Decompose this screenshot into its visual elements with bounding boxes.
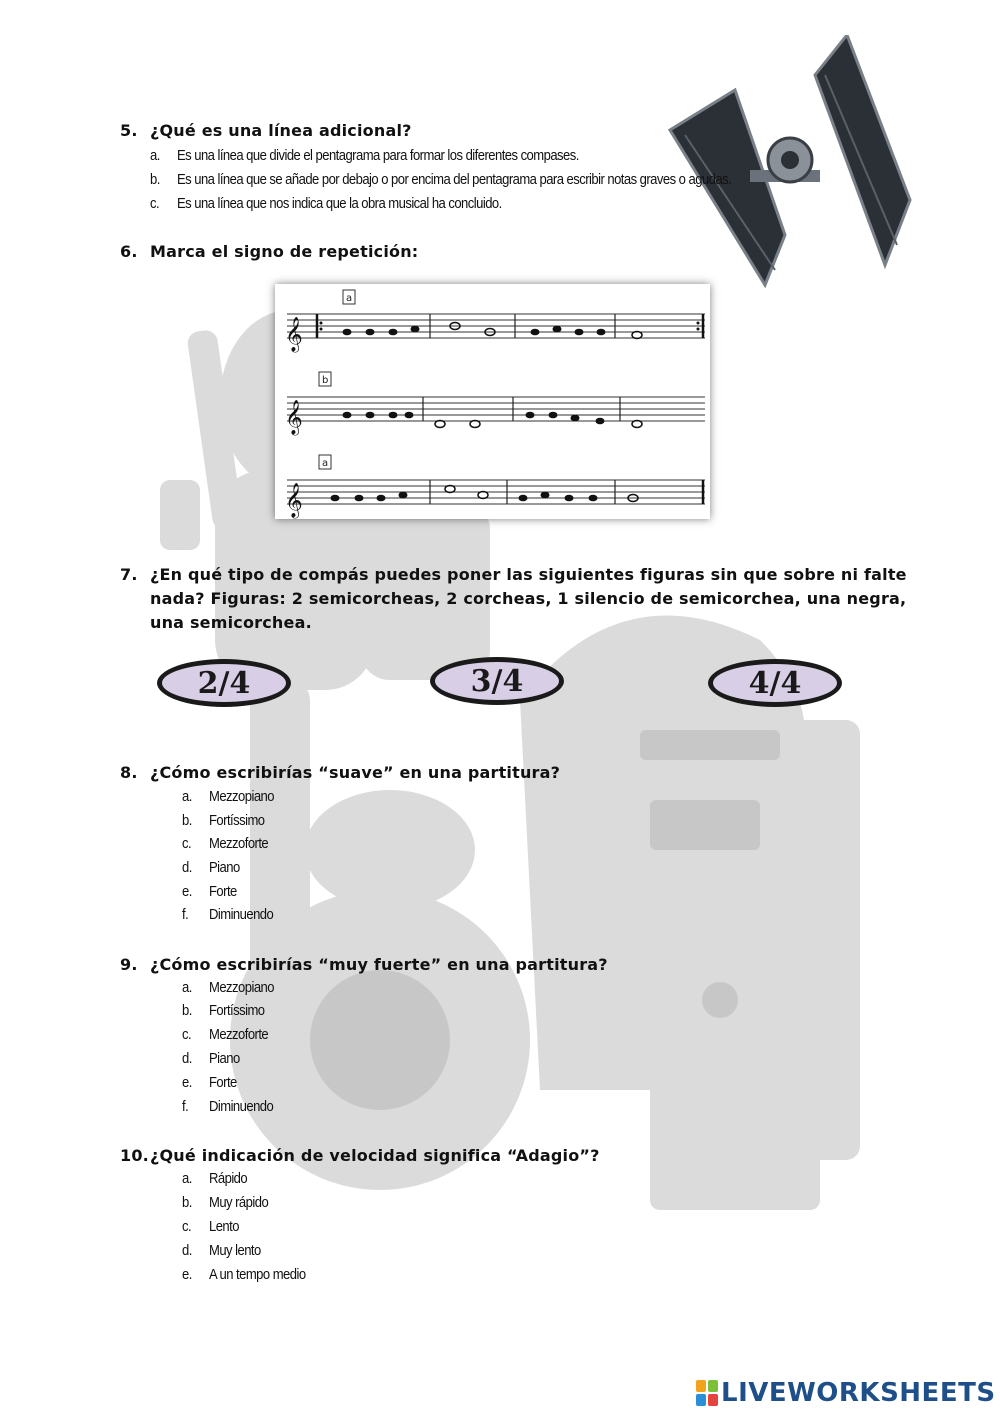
q9-option-e[interactable] <box>182 1075 237 1091</box>
option-text: Mezzoforte <box>209 1027 269 1043</box>
option-text: Diminuendo <box>209 907 274 923</box>
liveworksheets-logo-text: LIVEWORKSHEETS <box>721 1378 996 1408</box>
q8-option-b[interactable] <box>182 813 265 829</box>
question-5-title <box>120 121 412 140</box>
q9-option-c[interactable] <box>182 1027 268 1043</box>
question-number: 5. <box>120 121 138 140</box>
option-letter: b. <box>182 1195 192 1211</box>
question-text: ¿En qué tipo de compás puedes poner las siguientes figuras sin que sobre ni falte nada? Figuras: 2 semicorcheas, 2 corcheas, 1 silencio de semicorchea, una negra, una semicorchea. <box>150 565 907 632</box>
option-text: A un tempo medio <box>209 1267 306 1283</box>
option-letter: a. <box>182 980 192 996</box>
option-letter: e. <box>182 1267 192 1283</box>
q10-option-b[interactable] <box>182 1195 268 1211</box>
question-text: ¿Qué es una línea adicional? <box>150 121 412 140</box>
staff-label-2: b <box>322 375 329 386</box>
q8-option-e[interactable] <box>182 884 237 900</box>
question-10-title <box>120 1146 600 1165</box>
q5-option-b[interactable] <box>150 172 731 188</box>
option-text: Muy rápido <box>209 1195 269 1211</box>
q5-option-c[interactable] <box>150 196 502 212</box>
option-text: Muy lento <box>209 1243 261 1259</box>
option-letter: d. <box>182 860 192 876</box>
q9-option-b[interactable] <box>182 1003 265 1019</box>
question-number: 9. <box>120 955 138 974</box>
option-letter: a. <box>182 1171 192 1187</box>
q8-option-c[interactable] <box>182 836 268 852</box>
question-6-title <box>120 242 418 261</box>
staff-label-1: a <box>346 293 353 304</box>
option-letter: d. <box>182 1243 192 1259</box>
question-text: ¿Cómo escribirías “suave” en una partitura? <box>150 763 561 782</box>
option-text: Es una línea que divide el pentagrama para formar los diferentes compases. <box>177 148 579 164</box>
option-text: Diminuendo <box>209 1099 274 1115</box>
q10-option-a[interactable] <box>182 1171 247 1187</box>
option-text: Fortíssimo <box>209 1003 265 1019</box>
choice-4-4-button[interactable]: 4/4 <box>708 659 842 707</box>
option-letter: b. <box>182 1003 192 1019</box>
question-text: ¿Qué indicación de velocidad significa “Adagio”? <box>150 1146 600 1165</box>
option-letter: f. <box>182 1099 189 1115</box>
question-number: 10. <box>120 1146 149 1165</box>
option-text: Mezzoforte <box>209 836 269 852</box>
option-text: Forte <box>209 884 237 900</box>
q9-option-a[interactable] <box>182 980 274 996</box>
q5-option-a[interactable] <box>150 148 579 164</box>
question-text: Marca el signo de repetición: <box>150 242 419 261</box>
q8-option-d[interactable] <box>182 860 240 876</box>
choice-2-4-button[interactable]: 2/4 <box>157 659 291 707</box>
option-text: Es una línea que se añade por debajo o por encima del pentagrama para escribir notas graves o agudas. <box>177 172 732 188</box>
option-letter: d. <box>182 1051 192 1067</box>
option-text: Lento <box>209 1219 239 1235</box>
question-number: 7. <box>120 565 138 584</box>
svg-text:𝄞: 𝄞 <box>285 483 303 518</box>
choice-3-4-button[interactable]: 3/4 <box>430 657 564 705</box>
option-text: Piano <box>209 860 240 876</box>
q10-option-e[interactable] <box>182 1267 306 1283</box>
option-letter: b. <box>182 813 192 829</box>
option-letter: c. <box>182 1027 192 1043</box>
option-text: Mezzopiano <box>209 980 274 996</box>
music-score-image <box>275 284 710 519</box>
q8-option-f[interactable] <box>182 907 273 923</box>
option-letter: e. <box>182 1075 192 1091</box>
liveworksheets-logo[interactable] <box>696 1378 996 1408</box>
q10-option-d[interactable] <box>182 1243 261 1259</box>
option-text: Fortíssimo <box>209 813 265 829</box>
liveworksheets-logo-icon <box>696 1380 718 1406</box>
svg-text:𝄞: 𝄞 <box>285 400 303 435</box>
option-text: Es una línea que nos indica que la obra musical ha concluido. <box>177 196 502 212</box>
question-number: 6. <box>120 242 138 261</box>
question-8-title <box>120 763 560 782</box>
option-text: Rápido <box>209 1171 248 1187</box>
q10-option-c[interactable] <box>182 1219 239 1235</box>
option-letter: a. <box>150 148 160 164</box>
question-7-title <box>120 563 920 632</box>
tie-fighter-illustration <box>665 35 915 290</box>
option-letter: e. <box>182 884 192 900</box>
question-text: ¿Cómo escribirías “muy fuerte” en una partitura? <box>150 955 608 974</box>
option-text: Piano <box>209 1051 240 1067</box>
q9-option-f[interactable] <box>182 1099 273 1115</box>
option-text: Forte <box>209 1075 237 1091</box>
option-letter: f. <box>182 907 189 923</box>
option-letter: c. <box>150 196 160 212</box>
question-number: 8. <box>120 763 138 782</box>
option-letter: a. <box>182 789 192 805</box>
question-9-title <box>120 955 608 974</box>
svg-text:𝄞: 𝄞 <box>285 317 303 352</box>
option-letter: c. <box>182 1219 192 1235</box>
option-letter: b. <box>150 172 160 188</box>
q9-option-d[interactable] <box>182 1051 240 1067</box>
q8-option-a[interactable] <box>182 789 274 805</box>
option-text: Mezzopiano <box>209 789 274 805</box>
staff-label-3: a <box>322 458 329 469</box>
music-score-staves <box>275 284 710 519</box>
option-letter: c. <box>182 836 192 852</box>
